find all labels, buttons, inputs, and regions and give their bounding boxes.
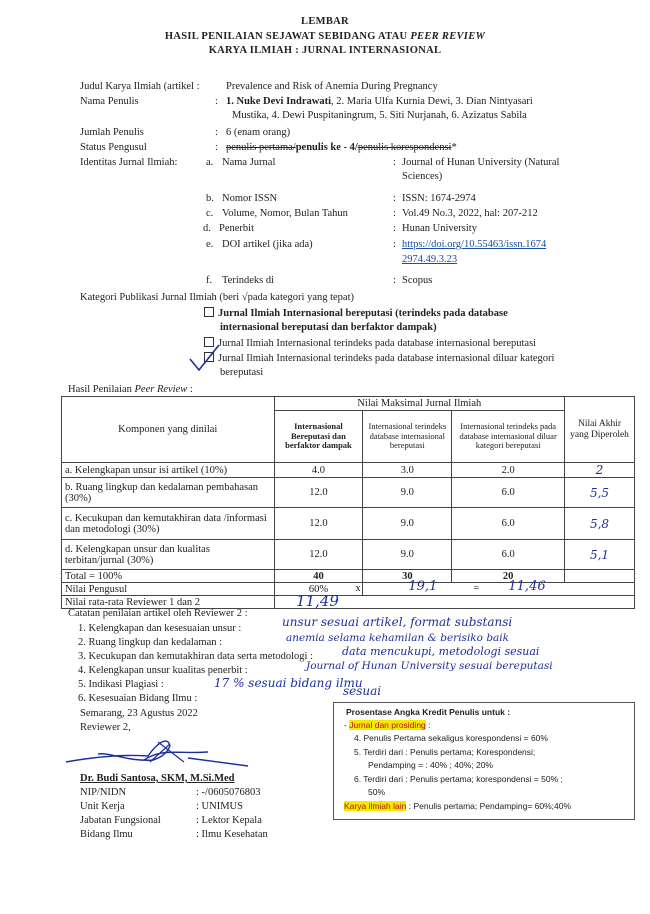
doc-title-karya: KARYA ILMIAH : JURNAL INTERNASIONAL bbox=[208, 45, 442, 56]
status-star: * bbox=[451, 142, 457, 153]
identitas-c-label: Volume, Nomor, Bulan Tahun bbox=[222, 208, 348, 219]
identitas-d-value: Hunan University bbox=[402, 223, 477, 234]
status-struck-2: penulis korespondensi bbox=[357, 142, 452, 153]
row-akhir: 5,5 bbox=[565, 478, 635, 508]
identitas-b-label: Nomor ISSN bbox=[222, 193, 278, 204]
catatan-3-label: 3. Kecukupan dan kemutakhiran data serta metodologi : bbox=[78, 651, 314, 662]
row-label: b. Ruang lingkup dan kedalaman pembahasan (30%) bbox=[62, 478, 275, 508]
pengusul-x: x bbox=[355, 583, 361, 594]
colon: : bbox=[393, 193, 396, 204]
status-struck-1: penulis pertama/ bbox=[226, 142, 296, 153]
identitas-e-letter: e. bbox=[206, 239, 214, 250]
kategori-option-1[interactable] bbox=[204, 307, 508, 320]
total-row bbox=[62, 570, 635, 583]
title-peer-review: PEER REVIEW bbox=[410, 31, 486, 42]
doc-title-lembar: LEMBAR bbox=[301, 16, 349, 27]
score-table bbox=[61, 396, 635, 609]
identitas-c-value: Vol.49 No.3, 2022, hal: 207-212 bbox=[402, 208, 538, 219]
prosentase-l5b: Pendamping = : 40% ; 40%; 20% bbox=[368, 760, 493, 770]
row-akhir: 2 bbox=[565, 463, 635, 478]
kategori-label: Kategori Publikasi Jurnal Ilmiah (beri √pada kategori yang tepat) bbox=[80, 292, 355, 303]
catatan-5-label: 5. Indikasi Plagiasi : bbox=[78, 679, 164, 690]
row-label: c. Kecukupan dan kemutakhiran data /informasi dan metodologi (30%) bbox=[62, 508, 275, 540]
row-v2: 9.0 bbox=[363, 508, 452, 540]
table-row bbox=[62, 478, 635, 508]
total-v2: 30 bbox=[363, 570, 452, 583]
header-int-bereputasi: Internasional Bereputasi dan berfaktor dampak bbox=[274, 411, 363, 463]
header-int-terindeks: Internasional terindeks database internasional bereputasi bbox=[363, 411, 452, 463]
pengusul-pct: 60% bbox=[274, 583, 363, 596]
identitas-e-label: DOI artikel (jika ada) bbox=[222, 239, 313, 250]
rata-value: 11,49 bbox=[296, 592, 339, 610]
catatan-6-label: 6. Kesesuaian Bidang Ilmu : bbox=[78, 693, 198, 704]
identitas-a-label: Nama Jurnal bbox=[222, 157, 276, 168]
penulis-value-2: Mustika, 4. Dewi Puspitaningrum, 5. Siti Nurjanah, 6. Azizatus Sabila bbox=[232, 110, 527, 121]
kategori-option-3[interactable] bbox=[204, 352, 554, 365]
pengusul-res: 11,46 bbox=[508, 579, 546, 594]
signature-image bbox=[58, 732, 258, 774]
row-label: a. Kelengkapan unsur isi artikel (10%) bbox=[62, 463, 275, 478]
header-nilai-akhir: Nilai Akhir yang Diperoleh bbox=[565, 397, 635, 463]
header-komponen: Komponen yang dinilai bbox=[62, 397, 275, 463]
colon: : bbox=[215, 127, 218, 138]
hasil-label-peer: Peer Review bbox=[134, 384, 188, 395]
prosentase-box bbox=[333, 702, 635, 820]
row-v3: 6.0 bbox=[452, 508, 565, 540]
prosentase-l4: 4. Penulis Pertama sekaligus korespondensi = 60% bbox=[354, 733, 548, 743]
prosentase-l6a: 6. Terdiri dari : Penulis pertama; korespondensi = 50% ; bbox=[354, 774, 563, 784]
kategori-2-text: Jurnal Ilmiah Internasional terindeks pada database internasional bereputasi bbox=[218, 338, 537, 349]
total-v1: 40 bbox=[274, 570, 363, 583]
catatan-6-hand: sesuai bbox=[343, 684, 382, 698]
karya-lain-rest: Penulis pertama; Pendamping= 60%;40% bbox=[411, 801, 572, 811]
pengusul-eq: = bbox=[473, 583, 480, 594]
row-v3: 2.0 bbox=[452, 463, 565, 478]
judul-label: Judul Karya Ilmiah (artikel : bbox=[80, 81, 200, 92]
row-v1: 12.0 bbox=[274, 508, 363, 540]
highlight-karya-lain: Karya ilmiah lain bbox=[344, 801, 407, 811]
identitas-label: Identitas Jurnal Ilmiah: bbox=[80, 157, 178, 168]
table-row bbox=[62, 463, 635, 478]
prosentase-title: Prosentase Angka Kredit Penulis untuk : bbox=[346, 707, 511, 717]
handwritten-checkmark-icon bbox=[188, 343, 222, 373]
colon: : bbox=[425, 720, 431, 730]
doi-link[interactable]: https://doi.org/10.55463/issn.1674 bbox=[402, 239, 547, 250]
identitas-f-letter: f. bbox=[206, 275, 213, 286]
row-v2: 9.0 bbox=[363, 540, 452, 570]
pengusul-row bbox=[62, 583, 635, 596]
kategori-3-text2: bereputasi bbox=[220, 367, 264, 378]
catatan-1-hand: unsur sesuai artikel, format substansi bbox=[282, 615, 513, 629]
identitas-c-letter: c. bbox=[206, 208, 214, 219]
colon: : bbox=[393, 239, 396, 250]
kategori-1-text2: internasional bereputasi dan berfaktor dampak) bbox=[220, 322, 437, 333]
highlight-jurnal-prosiding: Jurnal dan prosiding bbox=[349, 720, 426, 730]
sig-v-3: : Ilmu Kesehatan bbox=[196, 829, 268, 840]
jumlah-label: Jumlah Penulis bbox=[80, 127, 144, 138]
catatan-2-hand: anemia selama kehamilan & berisiko baik bbox=[286, 632, 510, 644]
sig-k-0: NIP/NIDN bbox=[80, 787, 127, 798]
prosentase-jurnal bbox=[344, 720, 431, 731]
header-nilai-maks: Nilai Maksimal Jurnal Ilmiah bbox=[274, 397, 565, 411]
row-akhir: 5,8 bbox=[565, 508, 635, 540]
table-row bbox=[62, 540, 635, 570]
sig-k-1: Unit Kerja bbox=[80, 801, 125, 812]
identitas-a-value2: Sciences) bbox=[402, 171, 443, 182]
checkbox-empty[interactable] bbox=[204, 307, 214, 317]
header-int-diluar: Internasional terindeks pada database internasional diluar kategori bereputasi bbox=[452, 411, 565, 463]
reviewer-name: Dr. Budi Santosa, SKM, M.Si.Med bbox=[80, 773, 235, 784]
pengusul-label: Nilai Pengusul bbox=[62, 583, 275, 596]
catatan-title: Catatan penilaian artikel oleh Reviewer 2 : bbox=[68, 608, 248, 619]
colon: : bbox=[393, 275, 396, 286]
colon: : bbox=[393, 157, 396, 168]
identitas-d-label: Penerbit bbox=[219, 223, 254, 234]
status-value bbox=[226, 141, 457, 154]
dash: - bbox=[344, 720, 347, 730]
identitas-a-value: Journal of Hunan University (Natural bbox=[402, 157, 560, 168]
total-label: Total = 100% bbox=[62, 570, 275, 583]
penulis-label: Nama Penulis bbox=[80, 96, 139, 107]
reviewer-label: Reviewer 2, bbox=[80, 722, 131, 733]
status-label: Status Pengusul bbox=[80, 142, 147, 153]
row-label: d. Kelengkapan unsur dan kualitas terbitan/jurnal (30%) bbox=[62, 540, 275, 570]
identitas-a-letter: a. bbox=[206, 157, 214, 168]
row-v1: 4.0 bbox=[274, 463, 363, 478]
colon: : bbox=[215, 96, 218, 107]
row-v2: 9.0 bbox=[363, 478, 452, 508]
penulis-value bbox=[226, 95, 533, 108]
status-selected: penulis ke - 4/ bbox=[295, 142, 358, 153]
colon: : bbox=[406, 801, 412, 811]
kategori-3-text: Jurnal Ilmiah Internasional terindeks pada database internasional diluar kategori bbox=[218, 353, 555, 364]
prosentase-karya-lain bbox=[344, 801, 571, 812]
prosentase-l6b: 50% bbox=[368, 787, 386, 797]
sig-v-2: : Lektor Kepala bbox=[196, 815, 262, 826]
colon: : bbox=[393, 223, 396, 234]
row-v2: 3.0 bbox=[363, 463, 452, 478]
identitas-f-label: Terindeks di bbox=[222, 275, 275, 286]
pengusul-calc bbox=[355, 579, 635, 596]
row-akhir: 5,1 bbox=[565, 540, 635, 570]
colon: : bbox=[393, 208, 396, 219]
total-v3: 20 bbox=[452, 570, 565, 583]
hasil-label-colon: : bbox=[187, 384, 193, 395]
pengusul-val: 19,1 bbox=[408, 579, 438, 594]
identitas-b-letter: b. bbox=[206, 193, 214, 204]
jumlah-value: 6 (enam orang) bbox=[226, 127, 291, 138]
doc-title-hasil bbox=[0, 31, 650, 42]
row-v1: 12.0 bbox=[274, 540, 363, 570]
row-v1: 12.0 bbox=[274, 478, 363, 508]
row-v3: 6.0 bbox=[452, 478, 565, 508]
sig-k-2: Jabatan Fungsional bbox=[80, 815, 161, 826]
total-akhir bbox=[565, 570, 635, 583]
penulis-rest: , 2. Maria Ulfa Kurnia Dewi, 3. Dian Nintyasari bbox=[331, 96, 533, 107]
doi-link-cont[interactable]: 2974.49.3.23 bbox=[402, 254, 458, 265]
colon: : bbox=[215, 142, 218, 153]
identitas-d-letter: d. bbox=[203, 223, 211, 234]
catatan-4-label: 4. Kelengkapan unsur kualitas penerbit : bbox=[78, 665, 248, 676]
identitas-b-value: ISSN: 1674-2974 bbox=[402, 193, 476, 204]
identitas-f-value: Scopus bbox=[402, 275, 433, 286]
catatan-3-hand: data mencukupi, metodologi sesuai bbox=[342, 645, 540, 658]
catatan-2-label: 2. Ruang lingkup dan kedalaman : bbox=[78, 637, 223, 648]
sig-k-3: Bidang Ilmu bbox=[80, 829, 133, 840]
place-date: Semarang, 23 Agustus 2022 bbox=[80, 708, 198, 719]
kategori-option-2[interactable] bbox=[204, 337, 536, 350]
penulis-first: 1. Nuke Devi Indrawati bbox=[226, 96, 332, 107]
kategori-1-text: Jurnal Ilmiah Internasional bereputasi (terindeks pada database bbox=[218, 308, 508, 319]
judul-value: Prevalence and Risk of Anemia During Pregnancy bbox=[226, 81, 438, 92]
catatan-1-label: 1. Kelengkapan dan kesesuaian unsur : bbox=[78, 623, 242, 634]
hasil-label bbox=[68, 383, 193, 396]
prosentase-l5a: 5. Terdiri dari : Penulis pertama; Korespondensi; bbox=[354, 747, 536, 757]
title-text: HASIL PENILAIAN SEJAWAT SEBIDANG ATAU bbox=[164, 31, 411, 42]
hasil-label-text: Hasil Penilaian bbox=[68, 384, 135, 395]
sig-v-1: : UNIMUS bbox=[196, 801, 243, 812]
sig-v-0: : -/0605076803 bbox=[196, 787, 261, 798]
table-row bbox=[62, 508, 635, 540]
catatan-4-hand: Journal of Hunan University sesuai bereputasi bbox=[306, 660, 553, 672]
catatan-5-hand: 17 % sesuai bidang ilmu bbox=[214, 676, 363, 690]
row-v3: 6.0 bbox=[452, 540, 565, 570]
rata-label: Nilai rata-rata Reviewer 1 dan 2 bbox=[62, 596, 275, 609]
